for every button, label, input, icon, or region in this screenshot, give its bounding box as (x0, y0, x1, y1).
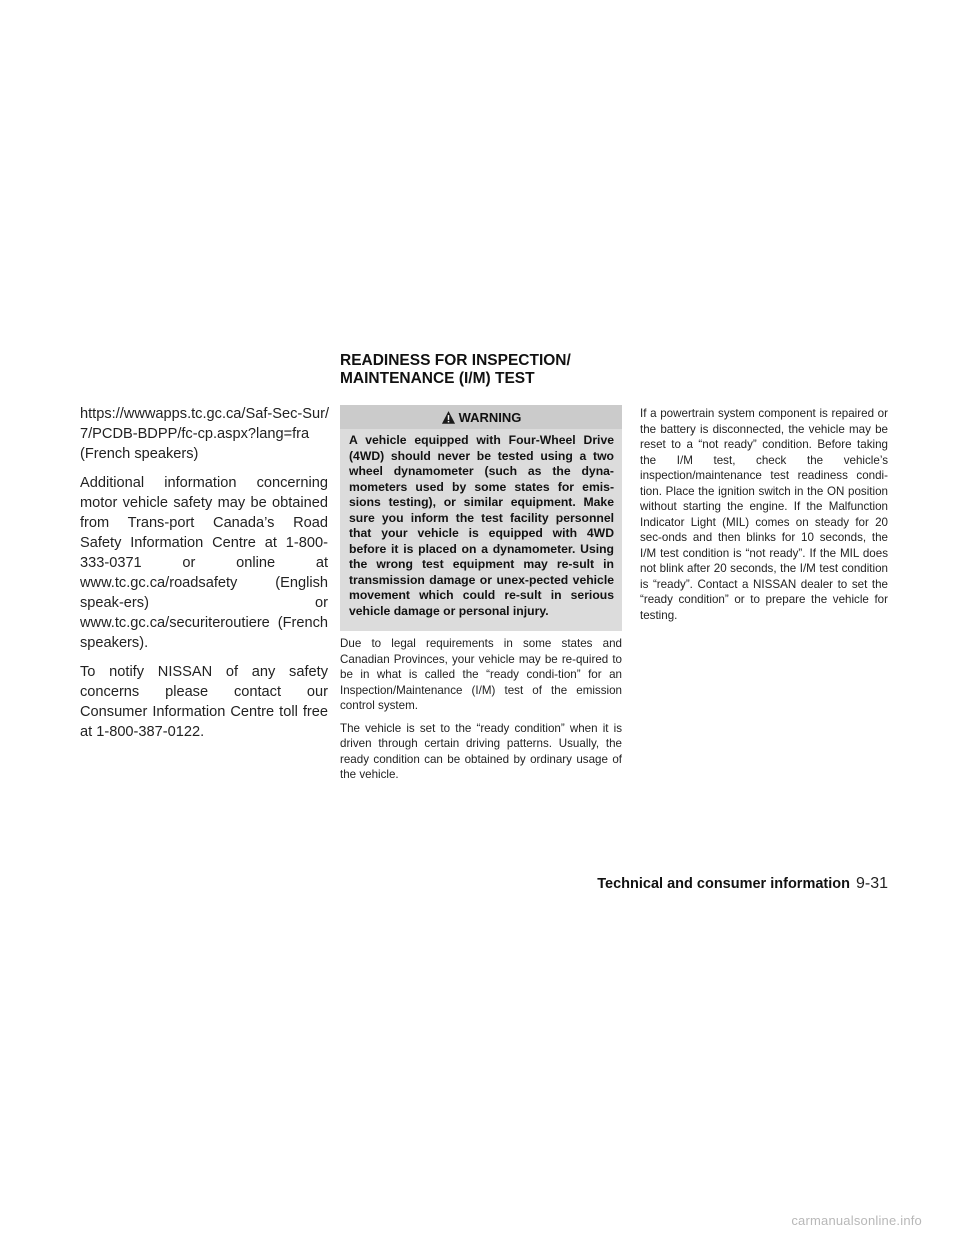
paragraph-additional-info: Additional information concerning motor vehicle safety may be obtained from Trans-port Canada’s Road Safety Information Centre at 1-800-333-0371 or online at www.tc.gc.ca/roadsafety (English speak-ers) or www.tc.gc.ca/securiteroutiere (French speakers). (80, 475, 328, 651)
paragraph-ready-condition: The vehicle is set to the “ready condition” when it is driven through certain driving patterns. Usually, the ready condition can be obtained by ordinary usage of the vehicle. (340, 721, 622, 781)
warning-triangle-icon (441, 410, 456, 425)
warning-label: WARNING (458, 409, 522, 425)
right-column (640, 406, 888, 623)
paragraph-notify-nissan: To notify NISSAN of any safety concerns please contact our Consumer Information Centre toll free at 1-800-387-0122. (80, 664, 328, 740)
section-title-line-2: MAINTENANCE (I/M) TEST (340, 370, 535, 387)
paragraph-legal-requirements: Due to legal requirements in some states and Canadian Provinces, your vehicle may be re-quired to be in what is called the “ready condi-tion” for an Inspection/Maintenance (I/M) test of the emission control system. (340, 637, 622, 712)
page-number: 9-31 (855, 875, 888, 892)
watermark: carmanualsonline.info (791, 1213, 922, 1228)
page-footer (597, 875, 888, 893)
paragraph-powertrain-reset: If a powertrain system component is repaired or the battery is disconnected, the vehicle may be reset to a “not ready” condition. Before taking the I/M test, check the vehicle’s inspection/maintenance test readiness condi-tion. Place the ignition switch in the ON position without starting the engine. If the Malfunction Indicator Light (MIL) comes on steady for 20 sec-onds and then blinks for 10 seconds, the I/M test condition is “not ready”. If the MIL does not blink after 20 seconds, the I/M test condition is “ready”. Contact a NISSAN dealer to set the “ready condition” or to prepare the vehicle for testing. (640, 407, 888, 622)
section-title (340, 352, 620, 388)
warning-box (340, 405, 622, 631)
footer-section-title: Technical and consumer information (597, 876, 850, 892)
left-column (80, 404, 328, 751)
url-line-2: 7/PCDB-BDPP/fc-cp.aspx?lang=fra (80, 426, 310, 442)
url-line-1: https://wwwapps.tc.gc.ca/Saf-Sec-Sur/ (80, 406, 329, 422)
url-note: (French speakers) (80, 446, 199, 462)
warning-text: A vehicle equipped with Four-Wheel Drive (4WD) should never be tested using a two wheel dynamometer (such as the dyna-mometers used by some states for emis-sions testing), or similar equipment. Make sure you inform the test facility personnel that your vehicle is equipped with 4WD before it is placed on a dynamometer. Using the wrong test equipment may re-sult in transmission damage or unex-pected vehicle movement which could re-sult in serious vehicle damage or personal injury. (349, 433, 614, 618)
middle-column (340, 636, 622, 790)
warning-header (340, 405, 622, 429)
section-title-line-1: READINESS FOR INSPECTION/ (340, 352, 571, 369)
url-block (80, 404, 328, 464)
